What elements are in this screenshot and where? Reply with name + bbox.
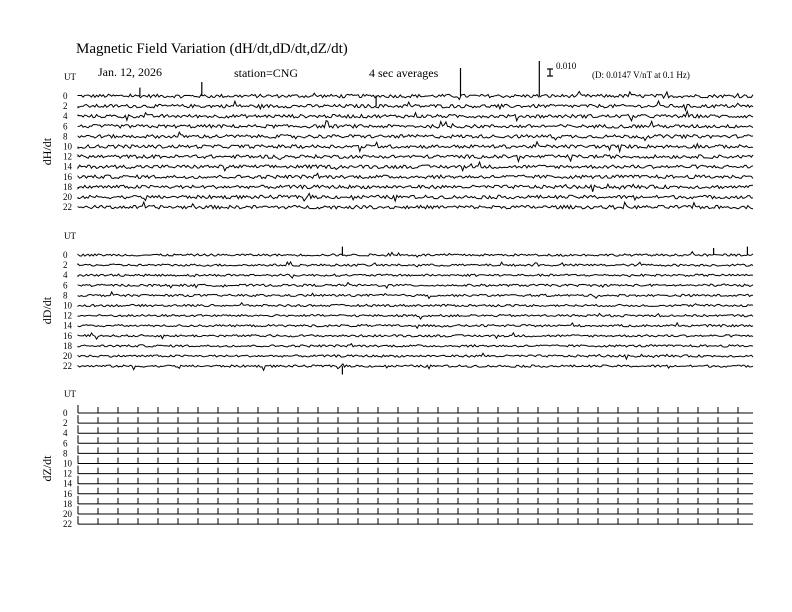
chart-title: Magnetic Field Variation (dH/dt,dD/dt,dZ/dt) — [76, 41, 348, 57]
panel-ylabel: dH/dt — [40, 137, 54, 166]
hour-label: 12 — [63, 151, 72, 162]
trace-ticks — [78, 478, 738, 484]
hour-label: 6 — [63, 438, 68, 449]
trace-ticks — [78, 458, 738, 464]
hour-label: 20 — [63, 351, 72, 361]
hour-label: 14 — [63, 161, 72, 172]
trace-line — [78, 162, 753, 171]
scale-bar — [547, 69, 553, 76]
trace-ticks — [78, 498, 738, 504]
trace-line — [78, 155, 753, 162]
hour-label: 8 — [63, 290, 68, 301]
hour-label: 4 — [63, 270, 68, 281]
trace-line — [78, 333, 753, 339]
hour-label: 16 — [63, 488, 72, 499]
hour-label: 10 — [63, 141, 72, 152]
trace-ticks — [78, 437, 738, 443]
hour-label: 22 — [63, 202, 72, 213]
hour-label: 8 — [63, 131, 68, 142]
panel-dd — [40, 231, 753, 375]
trace-line — [78, 323, 753, 329]
trace-line — [78, 111, 753, 121]
hour-label: 6 — [63, 280, 68, 291]
hour-label: 20 — [63, 192, 72, 202]
trace-line — [78, 344, 753, 347]
trace-ticks — [78, 488, 738, 494]
panel-ylabel: dD/dt — [40, 296, 54, 325]
trace-line — [78, 173, 753, 178]
trace-ticks — [78, 417, 738, 423]
hour-label: 4 — [63, 428, 68, 439]
hour-label: 0 — [63, 408, 68, 418]
hour-label: 16 — [63, 330, 72, 341]
hour-label: 0 — [63, 250, 68, 260]
trace-ticks — [78, 407, 738, 413]
trace-line — [78, 252, 753, 257]
hour-label: 8 — [63, 448, 68, 459]
hour-label: 4 — [63, 111, 68, 122]
hour-label: 2 — [63, 418, 68, 429]
chart-averaging: 4 sec averages — [369, 66, 439, 80]
trace-line — [78, 353, 753, 359]
hour-label: 2 — [63, 101, 68, 112]
trace-ticks — [78, 447, 738, 453]
trace-line — [78, 262, 753, 267]
trace-ticks — [78, 518, 738, 524]
chart-date: Jan. 12, 2026 — [98, 65, 162, 79]
trace-line — [78, 202, 753, 209]
hour-label: 14 — [63, 478, 72, 489]
ut-label: UT — [64, 231, 76, 241]
ut-label: UT — [64, 72, 76, 82]
trace-line — [78, 184, 753, 192]
trace-line — [78, 101, 753, 110]
trace-line — [78, 193, 753, 201]
trace-line — [78, 274, 753, 278]
hour-label: 12 — [63, 310, 72, 321]
trace-line — [78, 292, 753, 299]
hour-label: 22 — [63, 361, 72, 372]
hour-label: 18 — [63, 181, 72, 192]
hour-label: 10 — [63, 300, 72, 311]
hour-label: 2 — [63, 260, 68, 271]
scale-bar-label: 0.010 — [556, 61, 577, 71]
hour-label: 22 — [63, 519, 72, 530]
calibration-note: (D: 0.0147 V/nT at 0.1 Hz) — [592, 70, 690, 80]
trace-ticks — [78, 468, 738, 474]
trace-line — [78, 364, 753, 371]
trace-ticks — [78, 427, 738, 433]
trace-line — [78, 303, 753, 307]
panel-dh — [40, 61, 753, 212]
hour-label: 0 — [63, 91, 68, 101]
hour-label: 20 — [63, 509, 72, 519]
hour-label: 18 — [63, 340, 72, 351]
hour-label: 10 — [63, 458, 72, 469]
trace-line — [78, 132, 753, 140]
trace-line — [78, 92, 753, 100]
panel-ylabel: dZ/dt — [40, 455, 54, 482]
hour-label: 14 — [63, 320, 72, 331]
hour-label: 18 — [63, 498, 72, 509]
hour-label: 16 — [63, 171, 72, 182]
trace-line — [78, 313, 753, 319]
trace-ticks — [78, 508, 738, 514]
trace-line — [78, 121, 753, 128]
hour-label: 6 — [63, 121, 68, 132]
trace-line — [78, 142, 753, 152]
chart-station: station=CNG — [234, 66, 299, 80]
panel-dz — [40, 389, 753, 529]
ut-label: UT — [64, 389, 76, 399]
hour-label: 12 — [63, 468, 72, 479]
trace-line — [78, 283, 753, 289]
